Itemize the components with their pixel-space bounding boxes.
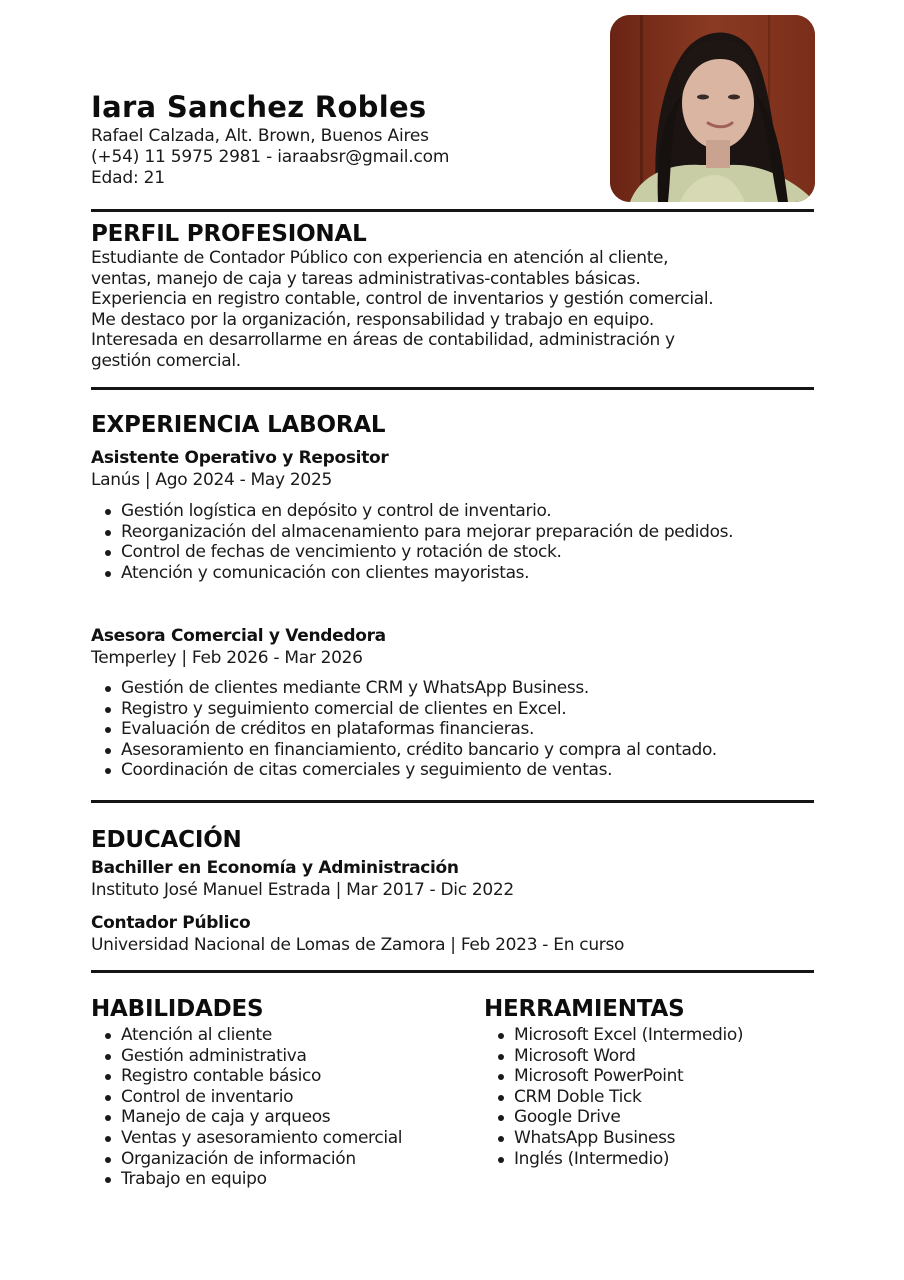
candidate-name: Iara Sanchez Robles bbox=[91, 90, 427, 124]
divider bbox=[91, 970, 814, 973]
skills-list bbox=[91, 1025, 461, 1190]
age: Edad: 21 bbox=[91, 168, 165, 188]
divider bbox=[91, 387, 814, 390]
list-item: Control de fechas de vencimiento y rotación de stock. bbox=[91, 542, 771, 563]
profile-line: ventas, manejo de caja y tareas administrativas-contables básicas. bbox=[91, 268, 641, 289]
list-item: Microsoft PowerPoint bbox=[484, 1066, 844, 1087]
profile-summary bbox=[91, 248, 821, 372]
list-item: Manejo de caja y arqueos bbox=[91, 1107, 461, 1128]
education-degree: Bachiller en Economía y Administración bbox=[91, 858, 459, 878]
list-item: Control de inventario bbox=[91, 1087, 461, 1108]
section-title-experience: EXPERIENCIA LABORAL bbox=[91, 412, 386, 438]
profile-line: Estudiante de Contador Público con experiencia en atención al cliente, bbox=[91, 248, 669, 268]
profile-line: gestión comercial. bbox=[91, 350, 241, 371]
list-item: Reorganización del almacenamiento para mejorar preparación de pedidos. bbox=[91, 522, 771, 543]
list-item: WhatsApp Business bbox=[484, 1128, 844, 1149]
list-item: Evaluación de créditos en plataformas financieras. bbox=[91, 719, 831, 740]
list-item: Google Drive bbox=[484, 1107, 844, 1128]
job-role: Asesora Comercial y Vendedora bbox=[91, 626, 386, 646]
divider bbox=[91, 800, 814, 803]
list-item: Registro y seguimiento comercial de clientes en Excel. bbox=[91, 699, 831, 720]
list-item: Registro contable básico bbox=[91, 1066, 461, 1087]
education-meta: Universidad Nacional de Lomas de Zamora | Feb 2023 - En curso bbox=[91, 935, 625, 955]
profile-line: Experiencia en registro contable, control de inventarios y gestión comercial. bbox=[91, 289, 714, 310]
list-item: Microsoft Excel (Intermedio) bbox=[484, 1025, 844, 1046]
job-bullets bbox=[91, 678, 831, 781]
profile-line: Me destaco por la organización, responsabilidad y trabajo en equipo. bbox=[91, 309, 654, 330]
section-title-tools: HERRAMIENTAS bbox=[484, 996, 685, 1022]
list-item: Gestión administrativa bbox=[91, 1046, 461, 1067]
list-item: Microsoft Word bbox=[484, 1046, 844, 1067]
profile-line: Interesada en desarrollarme en áreas de contabilidad, administración y bbox=[91, 330, 675, 351]
list-item: Atención al cliente bbox=[91, 1025, 461, 1046]
divider bbox=[91, 209, 814, 212]
list-item: Gestión de clientes mediante CRM y WhatsApp Business. bbox=[91, 678, 831, 699]
tools-list bbox=[484, 1025, 844, 1169]
list-item: Ventas y asesoramiento comercial bbox=[91, 1128, 461, 1149]
education-meta: Instituto José Manuel Estrada | Mar 2017 - Dic 2022 bbox=[91, 880, 514, 900]
list-item: Asesoramiento en financiamiento, crédito bancario y compra al contado. bbox=[91, 740, 831, 761]
list-item: Trabajo en equipo bbox=[91, 1169, 461, 1190]
job-meta: Lanús | Ago 2024 - May 2025 bbox=[91, 470, 332, 490]
list-item: Gestión logística en depósito y control de inventario. bbox=[91, 501, 771, 522]
section-title-profile: PERFIL PROFESIONAL bbox=[91, 221, 367, 247]
job-role: Asistente Operativo y Repositor bbox=[91, 448, 389, 468]
list-item: Atención y comunicación con clientes mayoristas. bbox=[91, 563, 771, 584]
list-item: CRM Doble Tick bbox=[484, 1087, 844, 1108]
list-item: Coordinación de citas comerciales y seguimiento de ventas. bbox=[91, 760, 831, 781]
phone-email: (+54) 11 5975 2981 - iaraabsr@gmail.com bbox=[91, 147, 450, 167]
profile-photo bbox=[610, 15, 815, 202]
section-title-skills: HABILIDADES bbox=[91, 996, 264, 1022]
address: Rafael Calzada, Alt. Brown, Buenos Aires bbox=[91, 126, 429, 146]
contact-info bbox=[91, 126, 449, 189]
job-bullets bbox=[91, 501, 771, 583]
education-degree: Contador Público bbox=[91, 913, 251, 933]
list-item: Organización de información bbox=[91, 1149, 461, 1170]
list-item: Inglés (Intermedio) bbox=[484, 1149, 844, 1170]
job-meta: Temperley | Feb 2026 - Mar 2026 bbox=[91, 648, 363, 668]
section-title-education: EDUCACIÓN bbox=[91, 827, 242, 853]
portrait-image-icon bbox=[610, 15, 815, 202]
